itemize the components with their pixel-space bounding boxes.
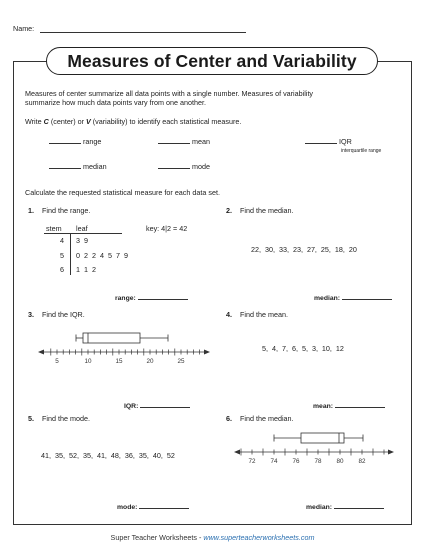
- answer-range: range:: [115, 295, 188, 302]
- tick-label: 80: [336, 458, 344, 465]
- tick-label: 10: [84, 358, 92, 365]
- intro-line-1: Measures of center summarize all data points with a single number. Measures of variability: [25, 89, 314, 98]
- answer-iqr-blank[interactable]: [140, 407, 190, 408]
- tick-label: 74: [270, 458, 278, 465]
- title-banner: [46, 47, 378, 75]
- answer-median-6: median:: [306, 504, 384, 511]
- tick-label: 25: [177, 358, 185, 365]
- stem-leaf-key: key: 4|2 = 42: [146, 224, 188, 233]
- p2-data: 22, 30, 33, 23, 27, 25, 18, 20: [251, 245, 357, 254]
- p4-data: 5, 4, 7, 6, 5, 3, 10, 12: [262, 344, 344, 353]
- measure-range: range: [49, 137, 101, 146]
- tick-label: 76: [292, 458, 300, 465]
- stem-leaf-divider: [70, 233, 71, 275]
- problem-1: 1. Find the range.: [28, 206, 91, 215]
- tick-label: 78: [314, 458, 322, 465]
- left-arrow-icon: [38, 350, 44, 355]
- tick-label: 5: [55, 358, 59, 365]
- iqr-subtitle: interquartile range: [341, 148, 382, 154]
- answer-median-2: median:: [314, 295, 392, 302]
- name-field-line[interactable]: [40, 32, 246, 33]
- blank-mean[interactable]: [158, 143, 190, 144]
- name-label: Name:: [13, 24, 35, 33]
- leaf-row-3: 1 1 2: [76, 265, 96, 274]
- stem-row-2: 5: [60, 251, 64, 260]
- tick-label: 15: [115, 358, 123, 365]
- answer-iqr: IQR:: [124, 403, 190, 410]
- answer-median-2-blank[interactable]: [342, 299, 392, 300]
- footer-brand: Super Teacher Worksheets -: [110, 533, 204, 542]
- left-arrow-icon: [234, 450, 240, 455]
- tick-label: 82: [358, 458, 366, 465]
- iqr-box: [83, 333, 140, 343]
- stem-leaf-header-rule: [44, 233, 122, 234]
- stem-header: stem: [46, 224, 62, 233]
- problem-6: 6. Find the median.: [226, 414, 294, 423]
- page-title: Measures of Center and Variability: [67, 50, 357, 71]
- tick-label: 72: [248, 458, 256, 465]
- footer-url[interactable]: www.superteacherworksheets.com: [203, 533, 315, 542]
- intro-line-2: summarize how much data points vary from one another.: [25, 98, 206, 107]
- measure-mode: mode: [158, 162, 210, 171]
- measure-iqr: IQR: [305, 137, 352, 146]
- blank-mode[interactable]: [158, 168, 190, 169]
- answer-median-6-blank[interactable]: [334, 508, 384, 509]
- tick-label: 20: [146, 358, 154, 365]
- answer-mean-blank[interactable]: [335, 407, 385, 408]
- answer-mode: mode:: [117, 504, 189, 511]
- problem-2: 2. Find the median.: [226, 206, 294, 215]
- problem-5: 5. Find the mode.: [28, 414, 90, 423]
- blank-iqr[interactable]: [305, 143, 337, 144]
- right-arrow-icon: [204, 350, 210, 355]
- blank-range[interactable]: [49, 143, 81, 144]
- leaf-row-2: 0 2 2 4 5 7 9: [76, 251, 128, 260]
- measure-mean: mean: [158, 137, 210, 146]
- p5-data: 41, 35, 52, 35, 41, 48, 36, 35, 40, 52: [41, 451, 175, 460]
- footer: [0, 533, 425, 542]
- instruction: Write C (center) or V (variability) to identify each statistical measure.: [25, 117, 242, 126]
- right-arrow-icon: [388, 450, 394, 455]
- boxplot-median: [228, 430, 400, 474]
- blank-median[interactable]: [49, 168, 81, 169]
- leaf-header: leaf: [76, 224, 88, 233]
- problem-4: 4. Find the mean.: [226, 310, 288, 319]
- measure-median: median: [49, 162, 107, 171]
- stem-row-3: 6: [60, 265, 64, 274]
- answer-mean: mean:: [313, 403, 385, 410]
- iqr-box: [301, 433, 344, 443]
- stem-row-1: 4: [60, 236, 64, 245]
- answer-range-blank[interactable]: [138, 299, 188, 300]
- problem-3: 3. Find the IQR.: [28, 310, 85, 319]
- answer-mode-blank[interactable]: [139, 508, 189, 509]
- leaf-row-1: 3 9: [76, 236, 88, 245]
- calc-instruction: Calculate the requested statistical measure for each data set.: [25, 188, 220, 197]
- boxplot-iqr: [34, 330, 214, 375]
